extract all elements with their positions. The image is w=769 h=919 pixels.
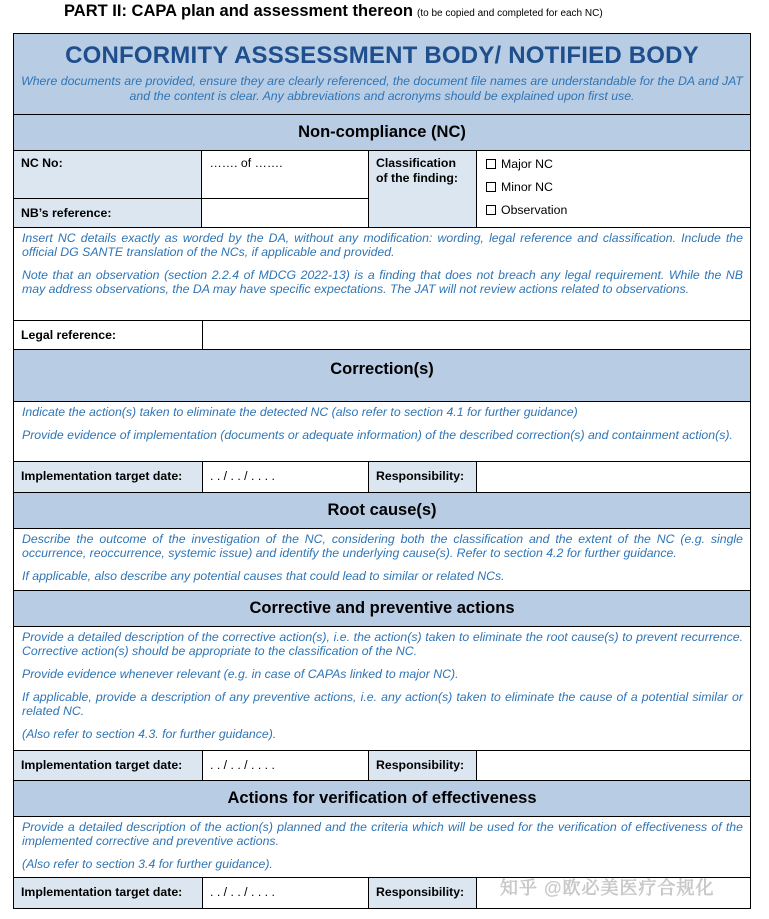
root-cause-guidance [13, 529, 751, 591]
correction-section-header [13, 350, 751, 402]
nc-guidance-text: Note that an observation (section 2.2.4 of MDCG 2022-13) is a finding that does not breach any legal requirement. While the NB may address observations, the DA may have specific expectations. The JAT will not review actions related to observations. [22, 268, 743, 296]
nc-section-header [13, 115, 751, 151]
major-nc-option[interactable] [486, 157, 743, 171]
correction-resp-label: Responsibility: [369, 462, 477, 492]
verification-guidance-text: (Also refer to section 3.4 for further guidance). [22, 857, 273, 871]
banner-title: CONFORMITY ASSSESSMENT BODY/ NOTIFIED BODY [65, 42, 699, 69]
classification-options [477, 151, 750, 227]
correction-guidance-text: Provide evidence of implementation (documents or adequate information) of the described correction(s) and containment action(s). [22, 428, 733, 442]
observation-label: Observation [501, 203, 568, 217]
verification-guidance-text: Provide a detailed description of the action(s) planned and the criteria which will be used for the verification of effectiveness of the implemented corrective and preventive actions. [22, 820, 743, 848]
verification-date-field[interactable]: . . / . . / . . . . [203, 878, 369, 908]
capa-resp-field[interactable] [477, 751, 750, 780]
nb-ref-row [14, 199, 368, 227]
correction-date-label: Implementation target date: [14, 462, 203, 492]
correction-date-field[interactable]: . . / . . / . . . . [203, 462, 369, 492]
nb-ref-label: NB’s reference: [14, 199, 202, 227]
root-cause-section-header [13, 493, 751, 529]
part-title [64, 2, 603, 21]
capa-resp-label: Responsibility: [369, 751, 477, 780]
nc-guidance [13, 228, 751, 321]
capa-date-row [13, 751, 751, 781]
legal-ref-label: Legal reference: [14, 321, 203, 349]
correction-guidance [13, 402, 751, 462]
nc-guidance-text: Insert NC details exactly as worded by the DA, without any modification: wording, legal reference and classification. Include the official DG SANTE translation of the NCs, if applicable and provided. [22, 231, 743, 259]
minor-nc-option[interactable] [486, 180, 743, 194]
capa-guidance-text: Provide a detailed description of the corrective action(s), i.e. the action(s) taken to eliminate the root cause(s) to prevent recurrence. Corrective action(s) should be appropriate to the classification of the NC. [22, 630, 743, 658]
verification-resp-label: Responsibility: [369, 878, 477, 908]
verification-header-text: Actions for verification of effectiveness [227, 789, 537, 807]
root-cause-guidance-text: If applicable, also describe any potential causes that could lead to similar or related NCs. [22, 569, 505, 583]
root-cause-guidance-text: Describe the outcome of the investigation of the NC, considering both the classification and the extent of the NC (e.g. single occurrence, reoccurrence, systemic issue) and identify the underlying cause(s). Refer to section 4.2 for further guidance. [22, 532, 743, 560]
nc-no-field[interactable]: ……. of ……. [209, 156, 283, 170]
verification-section-header [13, 781, 751, 817]
observation-checkbox[interactable] [486, 205, 496, 215]
capa-header-text: Corrective and preventive actions [249, 599, 515, 617]
major-nc-label: Major NC [501, 157, 553, 171]
nb-ref-field[interactable] [202, 199, 368, 227]
correction-guidance-text: Indicate the action(s) taken to eliminate the detected NC (also refer to section 4.1 for further guidance) [22, 405, 578, 419]
legal-ref-field[interactable] [203, 321, 750, 349]
capa-date-field[interactable]: . . / . . / . . . . [203, 751, 369, 780]
major-nc-checkbox[interactable] [486, 159, 496, 169]
observation-option[interactable] [486, 203, 743, 217]
minor-nc-checkbox[interactable] [486, 182, 496, 192]
nc-details-block [13, 151, 751, 228]
capa-guidance [13, 627, 751, 751]
correction-date-row [13, 462, 751, 493]
capa-form [13, 33, 751, 909]
legal-ref-row [13, 321, 751, 350]
banner [13, 33, 751, 115]
part-title-note: (to be copied and completed for each NC) [417, 8, 603, 19]
capa-guidance-text: (Also refer to section 4.3. for further guidance). [22, 727, 277, 741]
capa-guidance-text: If applicable, provide a description of any preventive actions, i.e. any action(s) taken to eliminate the cause of a potential similar or related NC. [22, 690, 743, 718]
banner-subtitle: Where documents are provided, ensure they are clearly referenced, the document file names are understandable for the DA and JAT and the content is clear. Any abbreviations and acronyms should be explained upon first use. [21, 74, 743, 103]
part-title-text: PART II: CAPA plan and assessment thereon [64, 2, 414, 20]
nc-no-label: NC No: [14, 151, 202, 198]
verification-date-label: Implementation target date: [14, 878, 203, 908]
correction-resp-field[interactable] [477, 462, 750, 492]
capa-section-header [13, 591, 751, 627]
capa-guidance-text: Provide evidence whenever relevant (e.g. in case of CAPAs linked to major NC). [22, 667, 459, 681]
root-cause-header-text: Root cause(s) [327, 501, 437, 519]
nc-left-group [14, 151, 369, 227]
nc-no-row [14, 151, 368, 199]
watermark: 知乎 @欧必美医疗合规化 [500, 878, 715, 898]
verification-guidance [13, 817, 751, 878]
minor-nc-label: Minor NC [501, 180, 553, 194]
capa-date-label: Implementation target date: [14, 751, 203, 780]
nc-header-text: Non-compliance (NC) [298, 123, 466, 141]
correction-header-text: Correction(s) [330, 360, 434, 378]
classification-label: Classification of the finding: [369, 151, 477, 227]
